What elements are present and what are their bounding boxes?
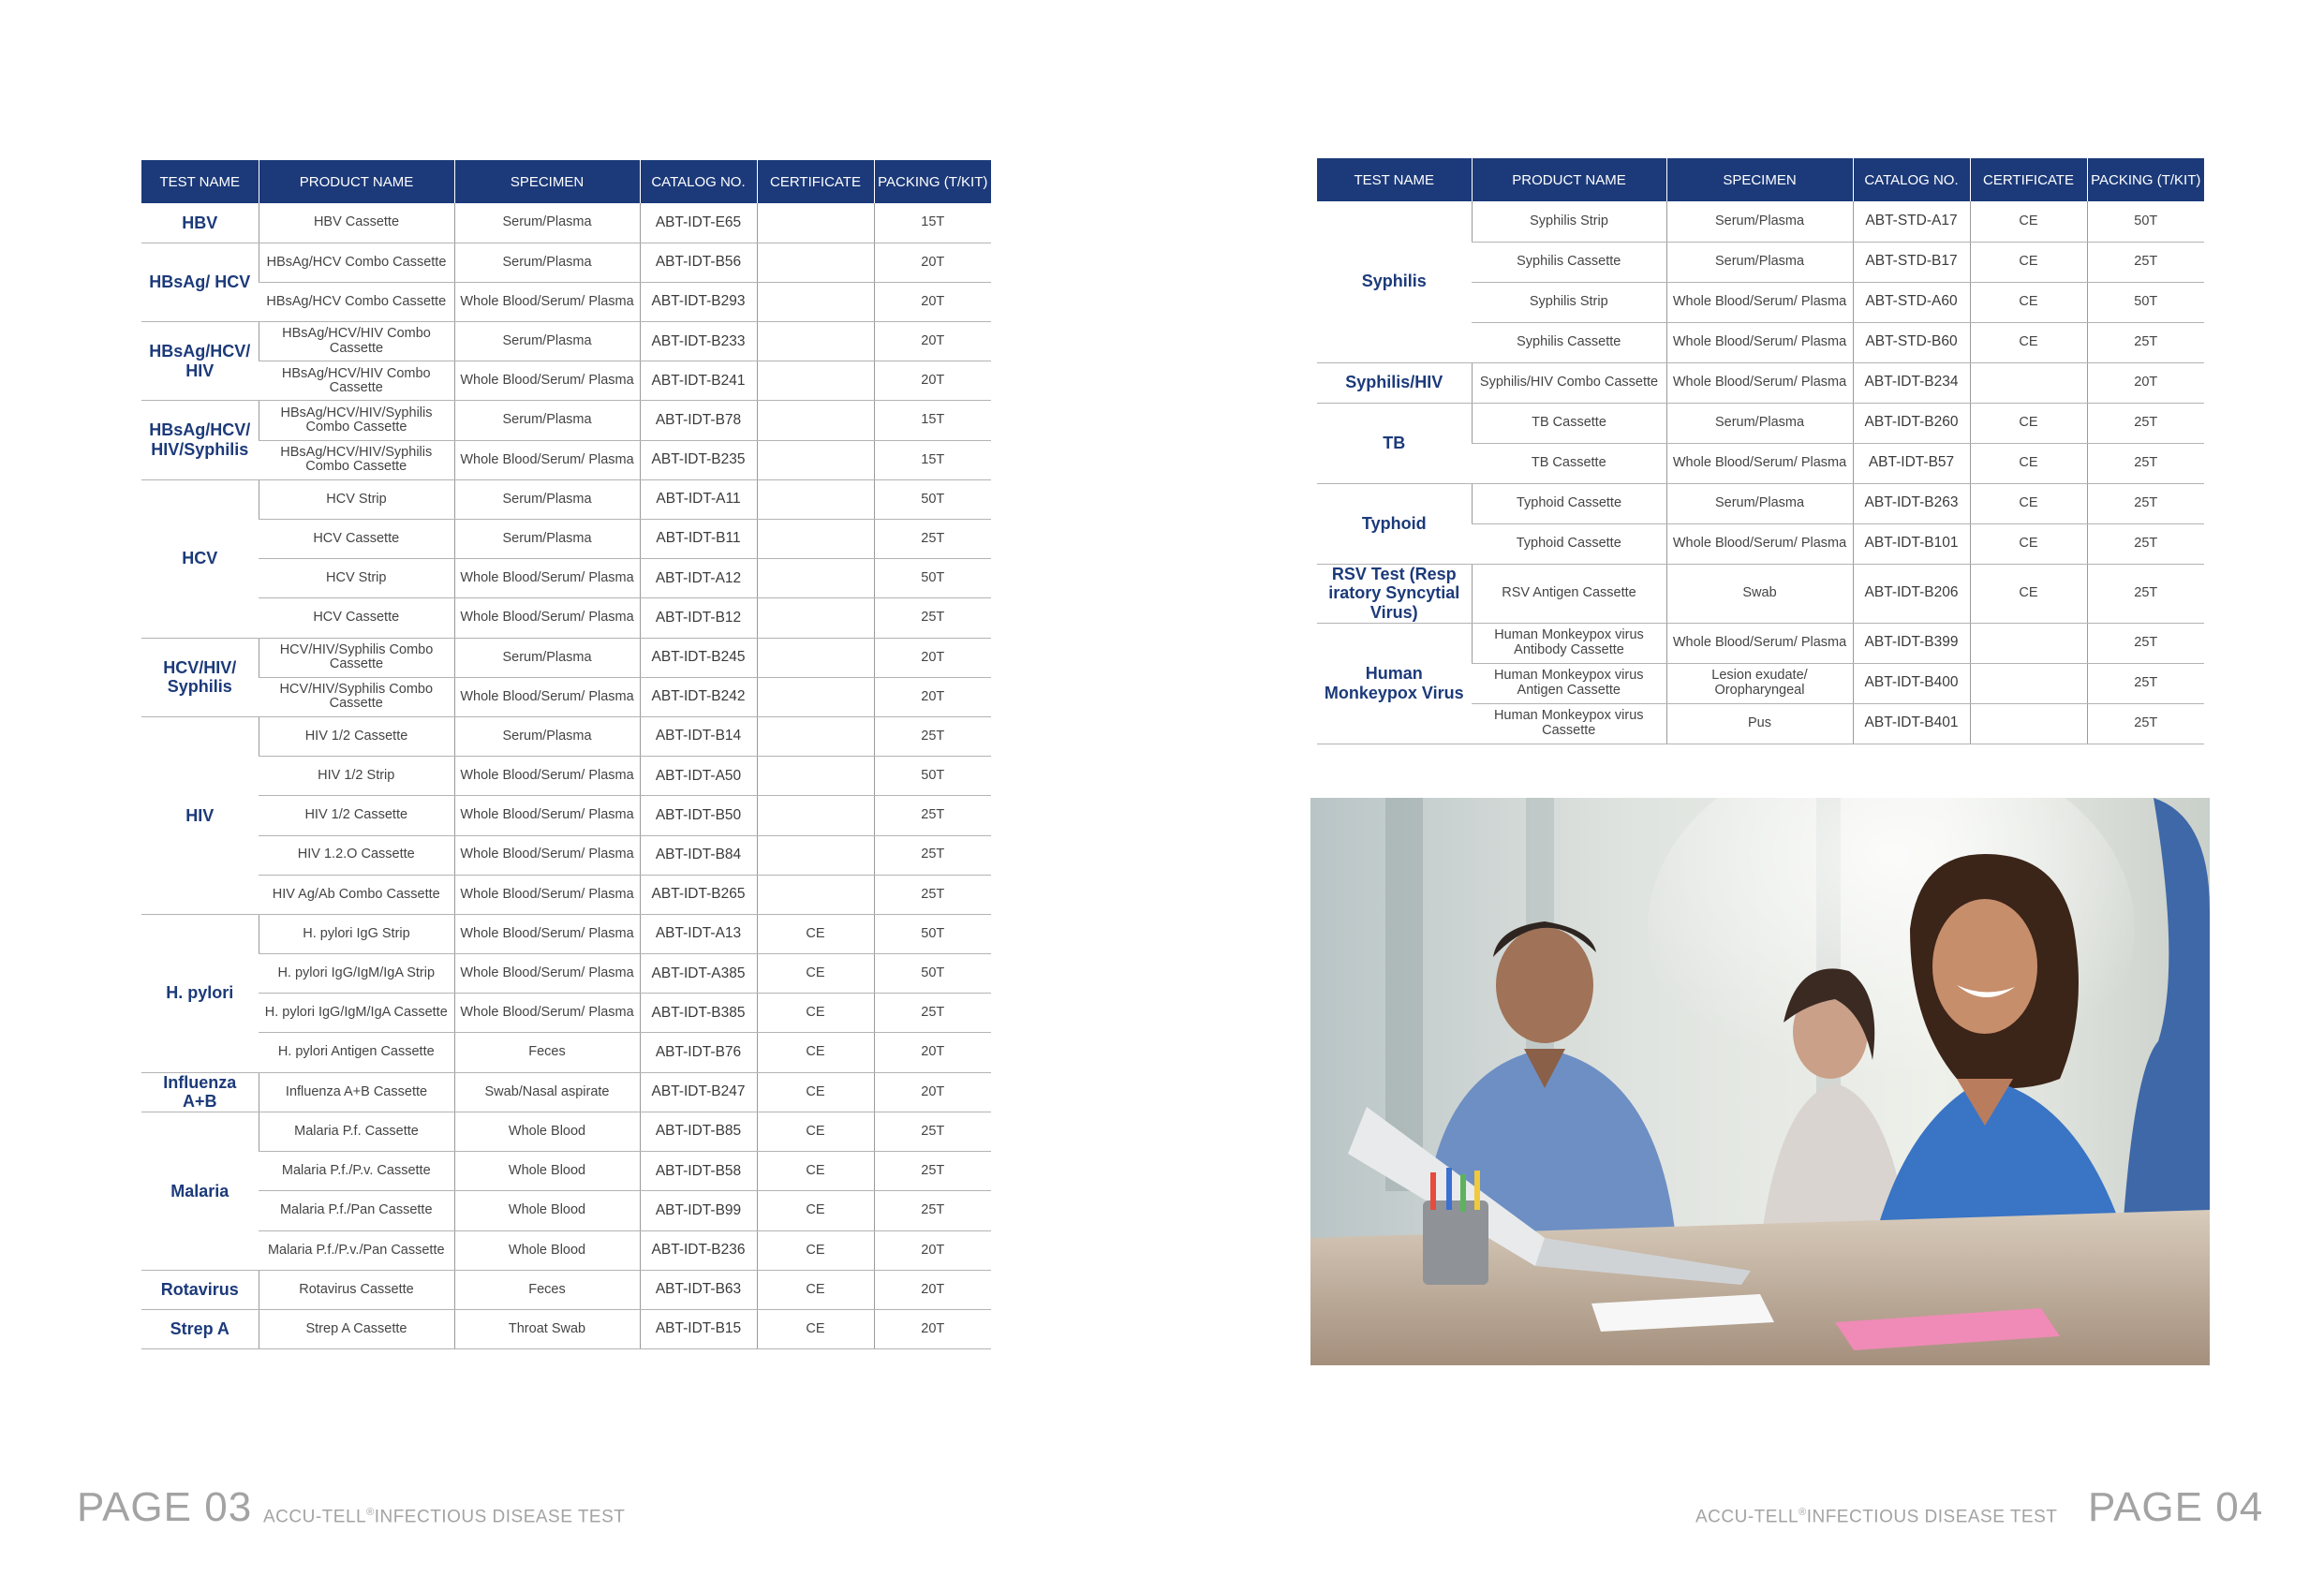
- certificate-cell: CE: [757, 954, 874, 994]
- catalog-no-cell: ABT-IDT-B99: [640, 1191, 757, 1230]
- test-name-cell: HBsAg/HCV/ HIV: [141, 322, 259, 401]
- specimen-cell: Feces: [454, 1270, 640, 1309]
- packing-cell: 25T: [874, 1152, 991, 1191]
- product-name-cell: Human Monkeypox virus Cassette: [1472, 703, 1666, 744]
- product-name-cell: HCV Strip: [259, 559, 454, 598]
- specimen-cell: Whole Blood/Serum/ Plasma: [454, 835, 640, 875]
- brand-subtitle: INFECTIOUS DISEASE TEST: [374, 1507, 626, 1527]
- product-name-cell: Typhoid Cassette: [1472, 523, 1666, 564]
- packing-cell: 25T: [874, 835, 991, 875]
- header-certificate: CERTIFICATE: [1970, 158, 2087, 201]
- catalog-no-cell: ABT-IDT-B84: [640, 835, 757, 875]
- certificate-cell: [757, 203, 874, 243]
- certificate-cell: CE: [1970, 523, 2087, 564]
- certificate-cell: CE: [1970, 282, 2087, 322]
- table-row: [141, 282, 991, 321]
- packing-cell: 25T: [2087, 564, 2204, 623]
- test-name-cell: Human Monkeypox Virus: [1317, 623, 1472, 744]
- product-name-cell: Malaria P.f./P.v. Cassette: [259, 1152, 454, 1191]
- product-name-cell: HBsAg/HCV/HIV/Syphilis Combo Cassette: [259, 401, 454, 440]
- packing-cell: 20T: [874, 322, 991, 361]
- product-name-cell: Syphilis/HIV Combo Cassette: [1472, 362, 1666, 403]
- page-number-left: PAGE 03: [77, 1484, 253, 1530]
- registered-mark: ®: [1799, 1507, 1807, 1518]
- certificate-cell: CE: [1970, 564, 2087, 623]
- catalog-no-cell: ABT-STD-B60: [1853, 322, 1970, 362]
- table-row: [141, 1309, 991, 1348]
- certificate-cell: [757, 440, 874, 479]
- catalog-no-cell: ABT-IDT-B260: [1853, 403, 1970, 443]
- table-row: [141, 598, 991, 638]
- brand-footer-left: [263, 1507, 625, 1527]
- product-name-cell: RSV Antigen Cassette: [1472, 564, 1666, 623]
- test-name-cell: Influenza A+B: [141, 1072, 259, 1112]
- packing-cell: 20T: [874, 638, 991, 677]
- certificate-cell: [1970, 362, 2087, 403]
- specimen-cell: Whole Blood/Serum/ Plasma: [1666, 523, 1853, 564]
- specimen-cell: Serum/Plasma: [454, 479, 640, 519]
- certificate-cell: [757, 757, 874, 796]
- brand-footer-right: [1695, 1507, 2057, 1527]
- specimen-cell: Feces: [454, 1033, 640, 1072]
- table-row: [141, 440, 991, 479]
- catalog-no-cell: ABT-IDT-B12: [640, 598, 757, 638]
- packing-cell: 50T: [874, 479, 991, 519]
- test-name-cell: H. pylori: [141, 914, 259, 1072]
- catalog-no-cell: ABT-IDT-B56: [640, 243, 757, 282]
- table-row: [1317, 362, 2204, 403]
- packing-cell: 25T: [2087, 483, 2204, 523]
- certificate-cell: [757, 559, 874, 598]
- specimen-cell: Serum/Plasma: [1666, 483, 1853, 523]
- certificate-cell: [757, 322, 874, 361]
- brand-subtitle: INFECTIOUS DISEASE TEST: [1806, 1507, 2058, 1527]
- certificate-cell: CE: [757, 1033, 874, 1072]
- packing-cell: 20T: [874, 361, 991, 401]
- packing-cell: 25T: [2087, 523, 2204, 564]
- test-name-cell: Strep A: [141, 1309, 259, 1348]
- test-name-cell: HBsAg/HCV/ HIV/Syphilis: [141, 401, 259, 479]
- product-table-left: [141, 160, 991, 1349]
- page-number-right: PAGE 04: [2088, 1484, 2264, 1530]
- catalog-no-cell: ABT-IDT-A11: [640, 479, 757, 519]
- catalog-no-cell: ABT-STD-A17: [1853, 201, 1970, 242]
- catalog-no-cell: ABT-IDT-B235: [640, 440, 757, 479]
- catalog-no-cell: ABT-IDT-B78: [640, 401, 757, 440]
- specimen-cell: Whole Blood/Serum/ Plasma: [1666, 362, 1853, 403]
- packing-cell: 25T: [874, 716, 991, 756]
- certificate-cell: CE: [1970, 201, 2087, 242]
- photo-illustration: [1310, 798, 2210, 1365]
- product-name-cell: HIV Ag/Ab Combo Cassette: [259, 875, 454, 914]
- certificate-cell: CE: [1970, 322, 2087, 362]
- table-header-row: [141, 160, 991, 203]
- specimen-cell: Whole Blood/Serum/ Plasma: [454, 677, 640, 716]
- specimen-cell: Swab/Nasal aspirate: [454, 1072, 640, 1112]
- specimen-cell: Whole Blood: [454, 1152, 640, 1191]
- packing-cell: 20T: [2087, 362, 2204, 403]
- packing-cell: 25T: [2087, 443, 2204, 483]
- catalog-no-cell: ABT-IDT-B50: [640, 796, 757, 835]
- product-name-cell: HIV 1.2.O Cassette: [259, 835, 454, 875]
- product-name-cell: HBsAg/HCV/HIV Combo Cassette: [259, 361, 454, 401]
- catalog-no-cell: ABT-IDT-B399: [1853, 623, 1970, 663]
- table-row: [1317, 564, 2204, 623]
- product-name-cell: HBsAg/HCV/HIV Combo Cassette: [259, 322, 454, 361]
- catalog-no-cell: ABT-IDT-A385: [640, 954, 757, 994]
- product-name-cell: HCV Cassette: [259, 520, 454, 559]
- catalog-no-cell: ABT-IDT-B242: [640, 677, 757, 716]
- certificate-cell: CE: [757, 994, 874, 1033]
- specimen-cell: Whole Blood/Serum/ Plasma: [454, 796, 640, 835]
- specimen-cell: Whole Blood/Serum/ Plasma: [454, 598, 640, 638]
- header-catalog-no: CATALOG NO.: [1853, 158, 1970, 201]
- catalog-no-cell: ABT-IDT-B241: [640, 361, 757, 401]
- table-row: [141, 835, 991, 875]
- product-name-cell: Strep A Cassette: [259, 1309, 454, 1348]
- header-product-name: PRODUCT NAME: [1472, 158, 1666, 201]
- header-specimen: SPECIMEN: [454, 160, 640, 203]
- table-row: [1317, 201, 2204, 242]
- product-name-cell: HCV/HIV/Syphilis Combo Cassette: [259, 638, 454, 677]
- table-row: [141, 1112, 991, 1152]
- specimen-cell: Whole Blood/Serum/ Plasma: [454, 361, 640, 401]
- certificate-cell: CE: [757, 1230, 874, 1270]
- certificate-cell: CE: [1970, 403, 2087, 443]
- table-row: [141, 1230, 991, 1270]
- header-catalog-no: CATALOG NO.: [640, 160, 757, 203]
- table-row: [141, 994, 991, 1033]
- specimen-cell: Whole Blood/Serum/ Plasma: [454, 559, 640, 598]
- product-name-cell: Human Monkeypox virus Antibody Cassette: [1472, 623, 1666, 663]
- table-row: [141, 677, 991, 716]
- registered-mark: ®: [366, 1507, 375, 1518]
- packing-cell: 25T: [2087, 322, 2204, 362]
- catalog-no-cell: ABT-IDT-B263: [1853, 483, 1970, 523]
- product-name-cell: H. pylori IgG/IgM/IgA Cassette: [259, 994, 454, 1033]
- test-name-cell: Rotavirus: [141, 1270, 259, 1309]
- table-row: [141, 520, 991, 559]
- certificate-cell: CE: [757, 1072, 874, 1112]
- specimen-cell: Whole Blood/Serum/ Plasma: [1666, 623, 1853, 663]
- test-name-cell: HIV: [141, 716, 259, 914]
- table-row: [141, 243, 991, 282]
- catalog-no-cell: ABT-IDT-B400: [1853, 663, 1970, 703]
- product-name-cell: Rotavirus Cassette: [259, 1270, 454, 1309]
- specimen-cell: Whole Blood/Serum/ Plasma: [454, 875, 640, 914]
- product-name-cell: HBV Cassette: [259, 203, 454, 243]
- test-name-cell: Syphilis: [1317, 201, 1472, 362]
- specimen-cell: Serum/Plasma: [454, 520, 640, 559]
- certificate-cell: CE: [757, 1191, 874, 1230]
- specimen-cell: Whole Blood/Serum/ Plasma: [454, 440, 640, 479]
- packing-cell: 25T: [874, 875, 991, 914]
- table-row: [141, 1072, 991, 1112]
- specimen-cell: Whole Blood: [454, 1230, 640, 1270]
- catalog-no-cell: ABT-STD-B17: [1853, 242, 1970, 282]
- product-name-cell: TB Cassette: [1472, 443, 1666, 483]
- packing-cell: 15T: [874, 203, 991, 243]
- catalog-no-cell: ABT-IDT-B101: [1853, 523, 1970, 564]
- certificate-cell: [757, 835, 874, 875]
- packing-cell: 50T: [874, 954, 991, 994]
- certificate-cell: [1970, 663, 2087, 703]
- certificate-cell: [757, 677, 874, 716]
- certificate-cell: [757, 282, 874, 321]
- table-row: [141, 559, 991, 598]
- catalog-no-cell: ABT-STD-A60: [1853, 282, 1970, 322]
- catalog-no-cell: ABT-IDT-B401: [1853, 703, 1970, 744]
- packing-cell: 20T: [874, 1033, 991, 1072]
- catalog-no-cell: ABT-IDT-B14: [640, 716, 757, 756]
- table-row: [141, 1033, 991, 1072]
- medical-team-photo: [1310, 798, 2210, 1365]
- catalog-no-cell: ABT-IDT-B57: [1853, 443, 1970, 483]
- specimen-cell: Whole Blood: [454, 1191, 640, 1230]
- packing-cell: 15T: [874, 440, 991, 479]
- product-name-cell: Syphilis Cassette: [1472, 322, 1666, 362]
- certificate-cell: [757, 401, 874, 440]
- specimen-cell: Whole Blood/Serum/ Plasma: [454, 282, 640, 321]
- product-name-cell: Typhoid Cassette: [1472, 483, 1666, 523]
- certificate-cell: [757, 598, 874, 638]
- table-row: [141, 1191, 991, 1230]
- product-name-cell: HBsAg/HCV/HIV/Syphilis Combo Cassette: [259, 440, 454, 479]
- product-name-cell: H. pylori Antigen Cassette: [259, 1033, 454, 1072]
- product-name-cell: HIV 1/2 Strip: [259, 757, 454, 796]
- table-row: [141, 1152, 991, 1191]
- product-name-cell: HBsAg/HCV Combo Cassette: [259, 243, 454, 282]
- certificate-cell: CE: [1970, 443, 2087, 483]
- test-name-cell: HBsAg/ HCV: [141, 243, 259, 321]
- catalog-no-cell: ABT-IDT-B233: [640, 322, 757, 361]
- product-name-cell: HCV/HIV/Syphilis Combo Cassette: [259, 677, 454, 716]
- specimen-cell: Whole Blood/Serum/ Plasma: [1666, 443, 1853, 483]
- product-name-cell: TB Cassette: [1472, 403, 1666, 443]
- test-name-cell: HCV/HIV/ Syphilis: [141, 638, 259, 716]
- product-name-cell: Influenza A+B Cassette: [259, 1072, 454, 1112]
- specimen-cell: Serum/Plasma: [454, 401, 640, 440]
- brand-name: ACCU-TELL: [263, 1507, 367, 1527]
- product-name-cell: HBsAg/HCV Combo Cassette: [259, 282, 454, 321]
- header-product-name: PRODUCT NAME: [259, 160, 454, 203]
- packing-cell: 25T: [874, 598, 991, 638]
- packing-cell: 20T: [874, 1230, 991, 1270]
- brand-name: ACCU-TELL: [1695, 1507, 1799, 1527]
- table-row: [141, 954, 991, 994]
- specimen-cell: Lesion exudate/ Oropharyngeal: [1666, 663, 1853, 703]
- catalog-no-cell: ABT-IDT-B63: [640, 1270, 757, 1309]
- table-row: [141, 638, 991, 677]
- test-name-cell: RSV Test (Resp iratory Syncytial Virus): [1317, 564, 1472, 623]
- packing-cell: 25T: [2087, 703, 2204, 744]
- specimen-cell: Whole Blood/Serum/ Plasma: [454, 757, 640, 796]
- certificate-cell: [1970, 623, 2087, 663]
- test-name-cell: TB: [1317, 403, 1472, 483]
- specimen-cell: Whole Blood/Serum/ Plasma: [1666, 282, 1853, 322]
- certificate-cell: CE: [1970, 483, 2087, 523]
- catalog-no-cell: ABT-IDT-B385: [640, 994, 757, 1033]
- specimen-cell: Serum/Plasma: [454, 203, 640, 243]
- certificate-cell: [757, 716, 874, 756]
- catalog-no-cell: ABT-IDT-B11: [640, 520, 757, 559]
- header-test-name: TEST NAME: [1317, 158, 1472, 201]
- catalog-no-cell: ABT-IDT-B245: [640, 638, 757, 677]
- specimen-cell: Serum/Plasma: [454, 638, 640, 677]
- catalog-no-cell: ABT-IDT-B234: [1853, 362, 1970, 403]
- table-row: [141, 757, 991, 796]
- packing-cell: 20T: [874, 243, 991, 282]
- packing-cell: 25T: [874, 796, 991, 835]
- catalog-no-cell: ABT-IDT-B15: [640, 1309, 757, 1348]
- catalog-no-cell: ABT-IDT-A13: [640, 914, 757, 953]
- specimen-cell: Serum/Plasma: [1666, 201, 1853, 242]
- specimen-cell: Whole Blood/Serum/ Plasma: [454, 954, 640, 994]
- specimen-cell: Serum/Plasma: [454, 322, 640, 361]
- product-name-cell: Syphilis Strip: [1472, 282, 1666, 322]
- table-row: [141, 875, 991, 914]
- product-name-cell: Human Monkeypox virus Antigen Cassette: [1472, 663, 1666, 703]
- certificate-cell: CE: [1970, 242, 2087, 282]
- packing-cell: 20T: [874, 282, 991, 321]
- table-row: [141, 479, 991, 519]
- specimen-cell: Swab: [1666, 564, 1853, 623]
- product-name-cell: HIV 1/2 Cassette: [259, 716, 454, 756]
- table-row: [141, 203, 991, 243]
- packing-cell: 50T: [2087, 282, 2204, 322]
- table-row: [1317, 483, 2204, 523]
- table-row: [141, 322, 991, 361]
- packing-cell: 20T: [874, 677, 991, 716]
- packing-cell: 25T: [2087, 663, 2204, 703]
- packing-cell: 50T: [874, 914, 991, 953]
- specimen-cell: Whole Blood/Serum/ Plasma: [454, 914, 640, 953]
- certificate-cell: CE: [757, 1309, 874, 1348]
- packing-cell: 25T: [874, 1191, 991, 1230]
- packing-cell: 25T: [874, 994, 991, 1033]
- product-name-cell: Syphilis Cassette: [1472, 242, 1666, 282]
- product-name-cell: H. pylori IgG Strip: [259, 914, 454, 953]
- specimen-cell: Serum/Plasma: [1666, 242, 1853, 282]
- specimen-cell: Serum/Plasma: [1666, 403, 1853, 443]
- product-name-cell: Malaria P.f./P.v./Pan Cassette: [259, 1230, 454, 1270]
- certificate-cell: [757, 875, 874, 914]
- catalog-no-cell: ABT-IDT-B293: [640, 282, 757, 321]
- packing-cell: 50T: [874, 559, 991, 598]
- product-name-cell: Malaria P.f. Cassette: [259, 1112, 454, 1152]
- packing-cell: 20T: [874, 1309, 991, 1348]
- product-name-cell: Syphilis Strip: [1472, 201, 1666, 242]
- table-row: [141, 716, 991, 756]
- test-name-cell: HCV: [141, 479, 259, 638]
- catalog-no-cell: ABT-IDT-B206: [1853, 564, 1970, 623]
- catalog-no-cell: ABT-IDT-B236: [640, 1230, 757, 1270]
- certificate-cell: [757, 361, 874, 401]
- certificate-cell: CE: [757, 1152, 874, 1191]
- table-row: [141, 361, 991, 401]
- certificate-cell: CE: [757, 1270, 874, 1309]
- certificate-cell: [757, 796, 874, 835]
- specimen-cell: Serum/Plasma: [454, 716, 640, 756]
- table-row: [1317, 623, 2204, 663]
- test-name-cell: Syphilis/HIV: [1317, 362, 1472, 403]
- packing-cell: 25T: [2087, 403, 2204, 443]
- specimen-cell: Whole Blood/Serum/ Plasma: [454, 994, 640, 1033]
- table-row: [141, 914, 991, 953]
- specimen-cell: Whole Blood/Serum/ Plasma: [1666, 322, 1853, 362]
- packing-cell: 15T: [874, 401, 991, 440]
- certificate-cell: [1970, 703, 2087, 744]
- packing-cell: 25T: [2087, 242, 2204, 282]
- table-row: [1317, 403, 2204, 443]
- catalog-no-cell: ABT-IDT-B85: [640, 1112, 757, 1152]
- catalog-no-cell: ABT-IDT-B58: [640, 1152, 757, 1191]
- specimen-cell: Throat Swab: [454, 1309, 640, 1348]
- packing-cell: 20T: [874, 1270, 991, 1309]
- catalog-no-cell: ABT-IDT-A12: [640, 559, 757, 598]
- table-row: [141, 1270, 991, 1309]
- certificate-cell: [757, 243, 874, 282]
- catalog-no-cell: ABT-IDT-A50: [640, 757, 757, 796]
- certificate-cell: [757, 479, 874, 519]
- header-packing: PACKING (T/KIT): [2087, 158, 2204, 201]
- certificate-cell: [757, 520, 874, 559]
- header-packing: PACKING (T/KIT): [874, 160, 991, 203]
- product-name-cell: HCV Cassette: [259, 598, 454, 638]
- packing-cell: 50T: [2087, 201, 2204, 242]
- test-name-cell: Typhoid: [1317, 483, 1472, 564]
- header-specimen: SPECIMEN: [1666, 158, 1853, 201]
- product-name-cell: Malaria P.f./Pan Cassette: [259, 1191, 454, 1230]
- packing-cell: 20T: [874, 1072, 991, 1112]
- catalog-no-cell: ABT-IDT-E65: [640, 203, 757, 243]
- product-name-cell: H. pylori IgG/IgM/IgA Strip: [259, 954, 454, 994]
- certificate-cell: CE: [757, 914, 874, 953]
- packing-cell: 25T: [2087, 623, 2204, 663]
- specimen-cell: Pus: [1666, 703, 1853, 744]
- table-row: [141, 796, 991, 835]
- specimen-cell: Serum/Plasma: [454, 243, 640, 282]
- packing-cell: 50T: [874, 757, 991, 796]
- certificate-cell: CE: [757, 1112, 874, 1152]
- table-header-row: [1317, 158, 2204, 201]
- certificate-cell: [757, 638, 874, 677]
- table-row: [141, 401, 991, 440]
- catalog-no-cell: ABT-IDT-B265: [640, 875, 757, 914]
- packing-cell: 25T: [874, 520, 991, 559]
- product-name-cell: HIV 1/2 Cassette: [259, 796, 454, 835]
- test-name-cell: Malaria: [141, 1112, 259, 1271]
- test-name-cell: HBV: [141, 203, 259, 243]
- header-test-name: TEST NAME: [141, 160, 259, 203]
- product-name-cell: HCV Strip: [259, 479, 454, 519]
- product-table-right: [1317, 158, 2204, 744]
- header-certificate: CERTIFICATE: [757, 160, 874, 203]
- catalog-no-cell: ABT-IDT-B76: [640, 1033, 757, 1072]
- packing-cell: 25T: [874, 1112, 991, 1152]
- catalog-no-cell: ABT-IDT-B247: [640, 1072, 757, 1112]
- specimen-cell: Whole Blood: [454, 1112, 640, 1152]
